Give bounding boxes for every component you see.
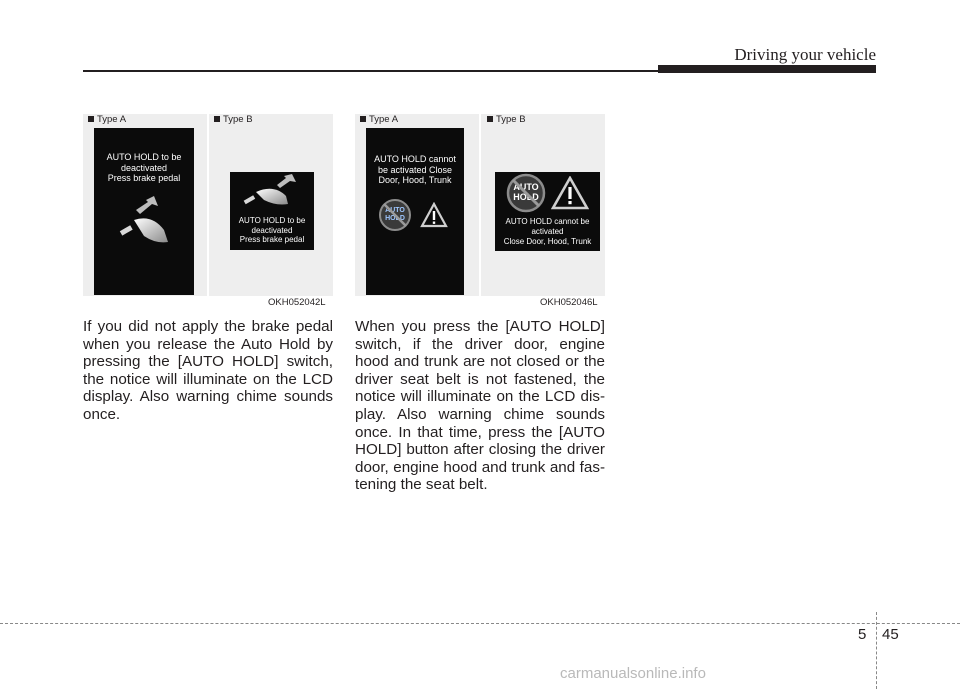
auto-hold-prohibited-icon	[505, 172, 547, 214]
lcd-screen-type-b	[495, 172, 600, 251]
brake-pedal-icon	[94, 192, 194, 272]
paragraph-left: If you did not apply the brake pedal when you release the Auto Hold by pressing the [AUTO HOLD] switch, the notice will illuminate on the LCD display. Also warning chime sounds once.	[83, 318, 333, 423]
lcd-screen-type-a	[94, 128, 194, 295]
svg-text:HOLD: HOLD	[513, 192, 539, 202]
square-bullet-icon	[360, 116, 366, 122]
header-bar	[658, 65, 876, 73]
watermark: carmanualsonline.info	[560, 665, 706, 682]
lcd-screen-type-a	[366, 128, 464, 295]
lcd-message: AUTO HOLD to be deactivated Press brake pedal	[106, 152, 182, 183]
type-a-label: Type A	[360, 114, 398, 125]
figure-code: OKH052046L	[540, 297, 598, 308]
header-rule	[83, 70, 658, 72]
footer-rule	[0, 623, 960, 624]
lcd-screen-type-b	[230, 172, 314, 250]
type-b-label: Type B	[487, 114, 526, 125]
svg-text:AUTO: AUTO	[385, 207, 405, 214]
square-bullet-icon	[88, 116, 94, 122]
svg-text:HOLD: HOLD	[385, 215, 405, 222]
section-title: Driving your vehicle	[734, 45, 876, 64]
type-a-label: Type A	[88, 114, 126, 125]
brake-pedal-icon	[230, 172, 314, 212]
paragraph-right: When you press the [AUTO HOLD] switch, if the driver door, engine hood and trunk are not closed or the driver seat belt is not fastened, the notice will illuminate on the LCD dis-play. Also warning chime sounds once. In that time, press the [AUTO HOLD] button after closing the driver door, engine hood and trunk and fas-tening the seat belt.	[355, 318, 605, 494]
figure-code: OKH052042L	[268, 297, 326, 308]
svg-text:AUTO: AUTO	[513, 182, 539, 192]
square-bullet-icon	[214, 116, 220, 122]
page-number: 45	[882, 626, 899, 643]
warning-triangle-icon	[551, 176, 589, 210]
square-bullet-icon	[487, 116, 493, 122]
lcd-message: AUTO HOLD to be deactivated Press brake pedal	[238, 216, 306, 244]
auto-hold-prohibited-icon	[378, 198, 412, 232]
warning-triangle-icon	[420, 202, 448, 228]
lcd-message: AUTO HOLD cannot be activated Close Door, Hood, Trunk	[374, 154, 456, 185]
lcd-message: AUTO HOLD cannot be activated Close Door, Hood, Trunk	[503, 217, 592, 246]
type-b-label: Type B	[214, 114, 253, 125]
footer-divider	[876, 612, 877, 689]
chapter-number: 5	[858, 626, 867, 643]
